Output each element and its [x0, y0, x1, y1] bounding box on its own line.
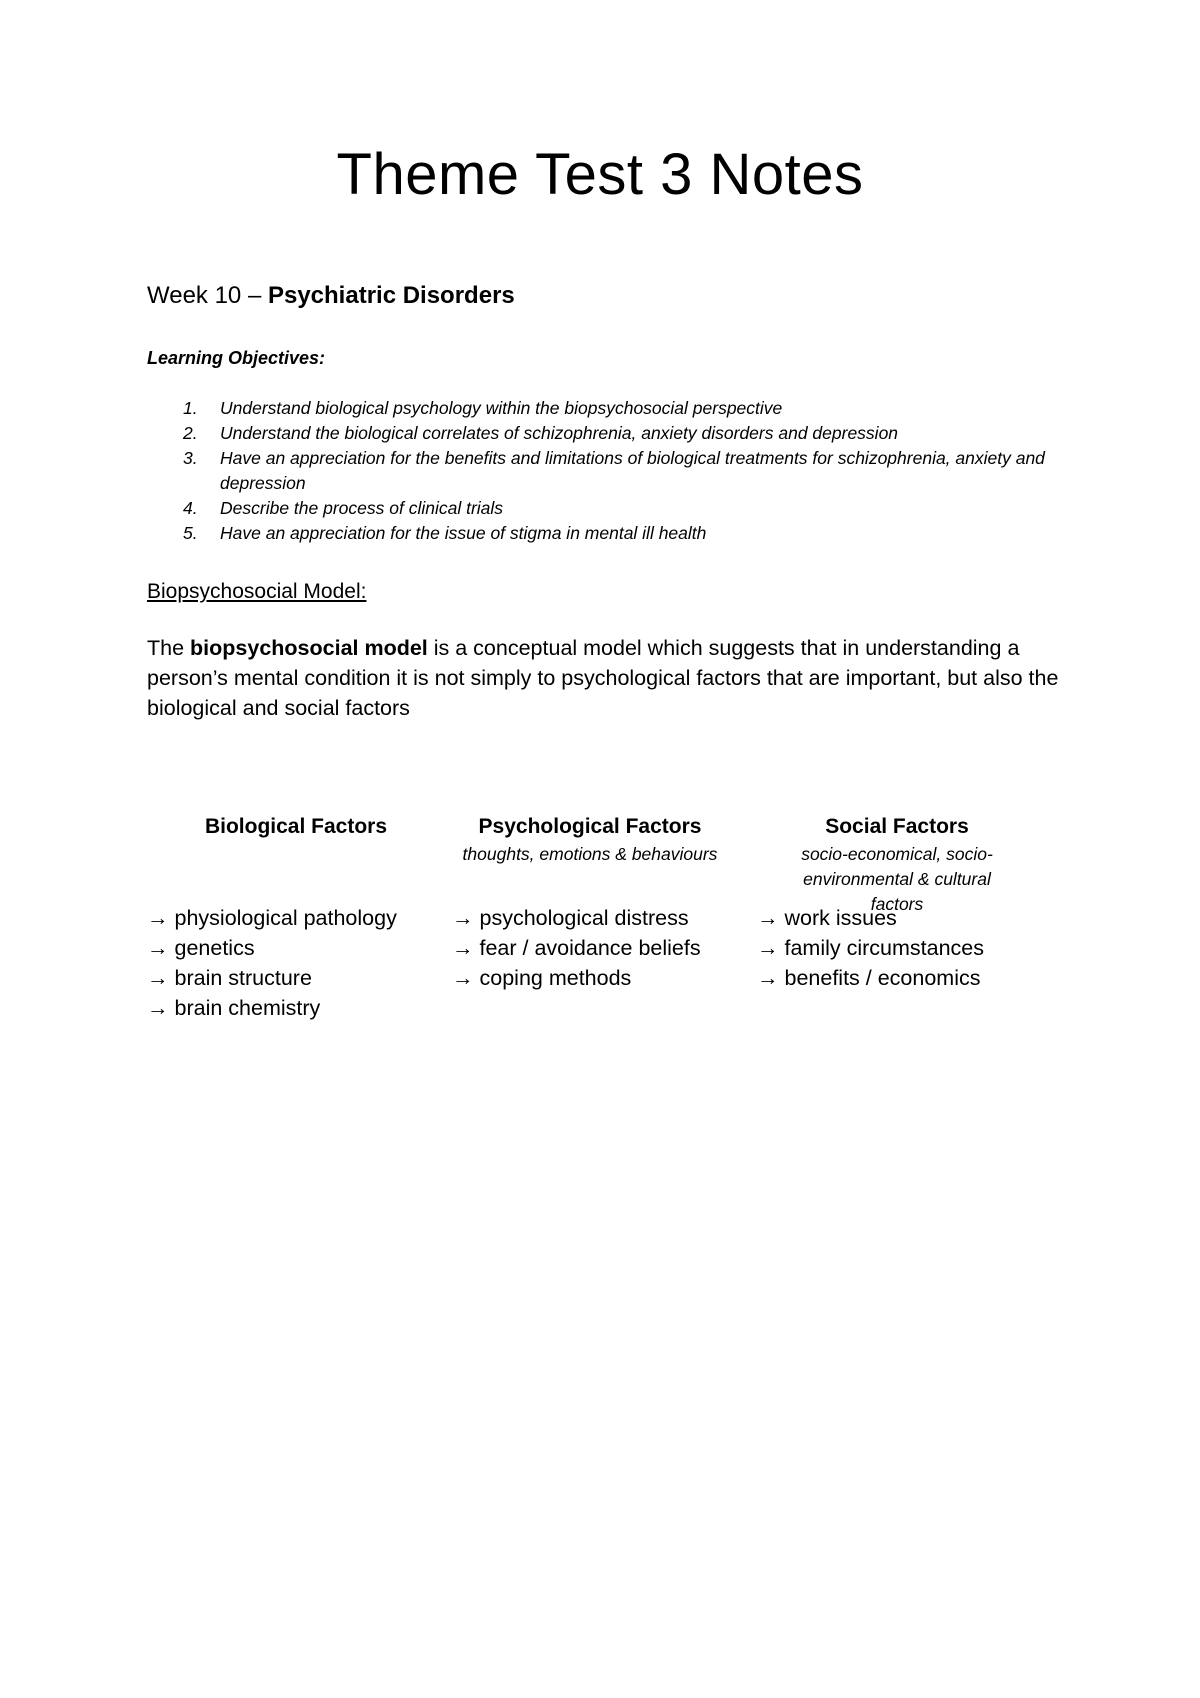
- biological-column-header: [146, 812, 446, 842]
- factor-item: [147, 903, 397, 933]
- factor-text: brain structure: [174, 966, 312, 990]
- paragraph-rest: is a conceptual model which suggests that in understanding a person’s mental condition it is not simply to psychological factors that are important, but also the biological and social factors: [147, 636, 1059, 720]
- objective-item: [147, 421, 1047, 446]
- factor-text: psychological distress: [479, 906, 689, 930]
- psychological-column-header: [440, 812, 740, 867]
- psychological-factors-list: [452, 903, 701, 993]
- objective-number: 1.: [183, 398, 198, 418]
- paragraph-term: biopsychosocial model: [190, 636, 428, 660]
- arrow-icon: →: [452, 936, 474, 960]
- factor-item: [757, 963, 984, 993]
- biological-factors-list: [147, 903, 397, 1023]
- arrow-icon: →: [147, 906, 169, 930]
- social-column-header: [747, 812, 1047, 917]
- objective-text: Have an appreciation for the benefits and limitations of biological treatments for schizophrenia, anxiety and depression: [220, 448, 1045, 493]
- objective-text: Understand biological psychology within the biopsychosocial perspective: [220, 398, 783, 418]
- objective-item: [147, 396, 1047, 421]
- objective-text: Understand the biological correlates of schizophrenia, anxiety disorders and depression: [220, 423, 899, 443]
- objective-number: 5.: [183, 523, 198, 543]
- section-heading: Biopsychosocial Model:: [147, 580, 367, 603]
- arrow-icon: →: [452, 906, 474, 930]
- arrow-icon: →: [147, 966, 169, 990]
- factor-item: [452, 963, 701, 993]
- factor-text: family circumstances: [784, 936, 985, 960]
- factor-item: [757, 903, 984, 933]
- social-factors-list: [757, 903, 984, 993]
- objective-number: 2.: [183, 423, 198, 443]
- objective-text: Have an appreciation for the issue of stigma in mental ill health: [220, 523, 707, 543]
- arrow-icon: →: [147, 996, 169, 1020]
- model-paragraph: [147, 633, 1067, 723]
- psychological-heading: Psychological Factors: [478, 815, 702, 838]
- objective-number: 4.: [183, 498, 198, 518]
- objective-item: [147, 521, 1047, 546]
- factor-text: genetics: [174, 936, 255, 960]
- objective-text: Describe the process of clinical trials: [220, 498, 504, 518]
- psychological-subtitle: thoughts, emotions & behaviours: [462, 844, 718, 864]
- factor-item: [452, 933, 701, 963]
- paragraph-lead: The: [147, 636, 191, 660]
- week-prefix: Week 10 –: [147, 282, 268, 309]
- arrow-icon: →: [757, 936, 779, 960]
- arrow-icon: →: [757, 906, 779, 930]
- week-heading: [147, 280, 515, 312]
- factor-text: fear / avoidance beliefs: [479, 936, 701, 960]
- learning-objectives-heading: Learning Objectives:: [147, 348, 326, 368]
- factor-item: [757, 933, 984, 963]
- objective-item: [147, 446, 1047, 496]
- factor-item: [147, 993, 397, 1023]
- learning-objectives-list: [147, 396, 1047, 546]
- arrow-icon: →: [147, 936, 169, 960]
- factor-text: coping methods: [479, 966, 632, 990]
- factor-text: benefits / economics: [784, 966, 981, 990]
- biological-heading: Biological Factors: [204, 815, 388, 838]
- objective-item: [147, 496, 1047, 521]
- document-title: Theme Test 3 Notes: [336, 142, 864, 207]
- arrow-icon: →: [757, 966, 779, 990]
- factor-item: [147, 933, 397, 963]
- social-heading: Social Factors: [825, 815, 969, 838]
- factor-item: [452, 903, 701, 933]
- objective-number: 3.: [183, 448, 198, 468]
- social-subtitle: socio-economical, socio-environmental & cultural factors: [801, 844, 993, 914]
- factor-text: work issues: [784, 906, 897, 930]
- arrow-icon: →: [452, 966, 474, 990]
- factor-text: brain chemistry: [174, 996, 321, 1020]
- factor-item: [147, 963, 397, 993]
- factor-text: physiological pathology: [174, 906, 397, 930]
- week-topic: Psychiatric Disorders: [267, 282, 515, 309]
